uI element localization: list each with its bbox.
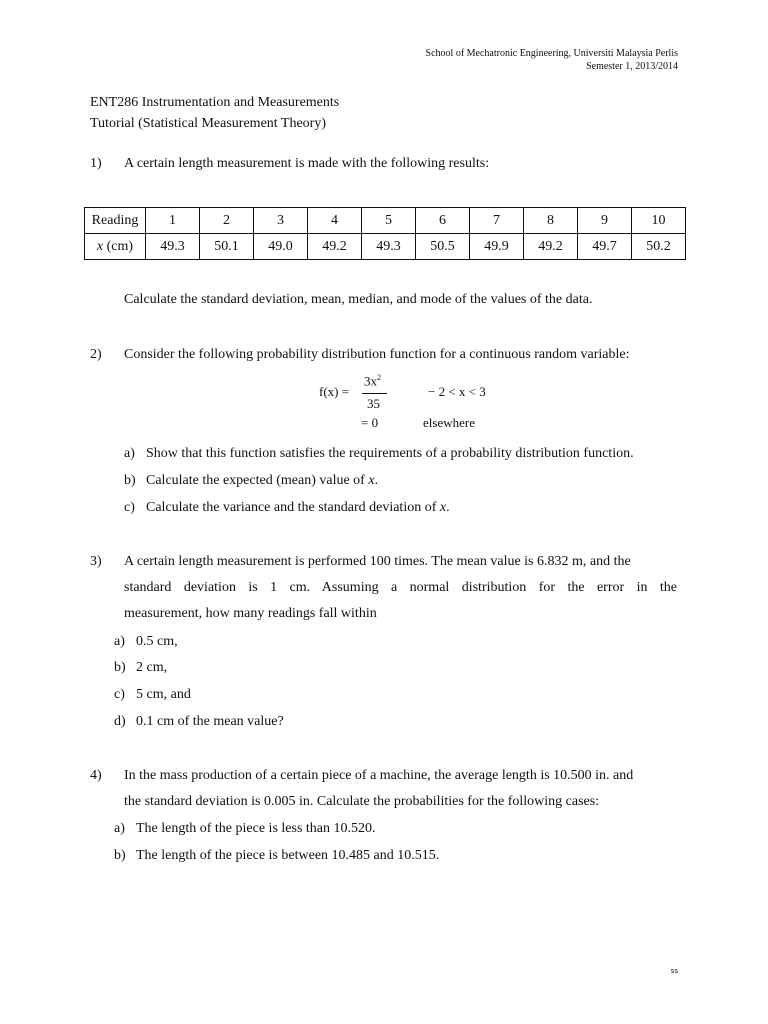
q4a-label: a) [114,821,125,836]
table-cell: 49.2 [524,234,578,260]
q3a-label: a) [114,634,125,649]
table-cell: 2 [200,208,254,234]
numerator-base: 3x [364,373,377,389]
q4b-text: The length of the piece is between 10.485 and 10.515. [136,848,440,863]
numerator-exponent: 2 [377,373,381,382]
q1-number: 1) [90,156,102,171]
table-cell: 50.5 [416,234,470,260]
table-header-reading: Reading [85,208,146,234]
q2b-body: Calculate the expected (mean) value of [146,473,369,488]
q3-number: 3) [90,554,102,569]
q3a-text: 0.5 cm, [136,634,178,649]
table-cell: 49.7 [578,234,632,260]
q2-number: 2) [90,347,102,362]
table-cell: 50.1 [200,234,254,260]
fraction-bar [362,393,387,394]
q2c-label: c) [124,500,135,515]
table-cell: 4 [308,208,362,234]
q3-line2: standard deviation is 1 cm. Assuming a normal distribution for the error in the [124,580,677,595]
tutorial-subtitle: Tutorial (Statistical Measurement Theory) [90,116,327,131]
table-header-x [85,234,146,260]
q3c-text: 5 cm, and [136,687,191,702]
x-unit: (cm) [103,238,134,254]
q3d-label: d) [114,714,126,729]
q2c-text [146,499,450,517]
q4-number: 4) [90,768,102,783]
header-institution: School of Mechatronic Engineering, Universiti Malaysia Perlis [425,48,678,59]
measurement-table [84,207,686,260]
q2c-variable: x [439,500,447,515]
x-variable: x [96,238,104,254]
q3b-label: b) [114,660,126,675]
table-cell: 49.2 [308,234,362,260]
q2a-text: Show that this function satisfies the requirements of a probability distribution function. [146,446,634,461]
q2b-text [146,472,378,490]
q1-text: A certain length measurement is made with the following results: [124,156,490,171]
formula-range: − 2 < x < 3 [428,384,486,399]
q2c-body: Calculate the variance and the standard deviation of [146,500,440,515]
table-cell: 10 [632,208,686,234]
table-cell: 50.2 [632,234,686,260]
q3b-text: 2 cm, [136,660,168,675]
formula-else-label: elsewhere [423,415,475,430]
table-cell: 3 [254,208,308,234]
table-cell: 6 [416,208,470,234]
table-cell: 1 [146,208,200,234]
q3c-label: c) [114,687,125,702]
q4a-text: The length of the piece is less than 10.520. [136,821,376,836]
q3-line3: measurement, how many readings fall within [124,606,377,621]
formula-else-value: = 0 [361,415,379,430]
q2c-end: . [446,500,450,515]
table-cell: 49.3 [146,234,200,260]
formula-lhs: f(x) = [319,384,350,399]
table-cell: 49.9 [470,234,524,260]
q3d-text: 0.1 cm of the mean value? [136,714,284,729]
table-cell: 8 [524,208,578,234]
formula-numerator [364,373,381,389]
q4b-label: b) [114,848,126,863]
course-title: ENT286 Instrumentation and Measurements [90,95,340,110]
q2b-variable: x [368,473,375,488]
q2b-label: b) [124,473,136,488]
table-cell: 49.3 [362,234,416,260]
formula-denominator: 35 [367,396,380,411]
q3-line1: A certain length measurement is performed 100 times. The mean value is 6.832 m, and the [124,554,631,569]
q1-instruction: Calculate the standard deviation, mean, median, and mode of the values of the data. [124,292,593,307]
table-cell: 5 [362,208,416,234]
table-cell: 9 [578,208,632,234]
header-semester: Semester 1, 2013/2014 [586,61,678,72]
table-row-readings [85,208,686,234]
table-cell: 49.0 [254,234,308,260]
q2a-label: a) [124,446,135,461]
q2-text: Consider the following probability distribution function for a continuous random variable: [124,347,630,362]
q2b-end: . [374,473,379,488]
footer-initials: ss [670,967,678,975]
q4-line2: the standard deviation is 0.005 in. Calculate the probabilities for the following cases: [124,794,600,809]
table-cell: 7 [470,208,524,234]
q4-line1: In the mass production of a certain piece of a machine, the average length is 10.500 in. and [124,768,634,783]
table-row-values [85,234,686,260]
